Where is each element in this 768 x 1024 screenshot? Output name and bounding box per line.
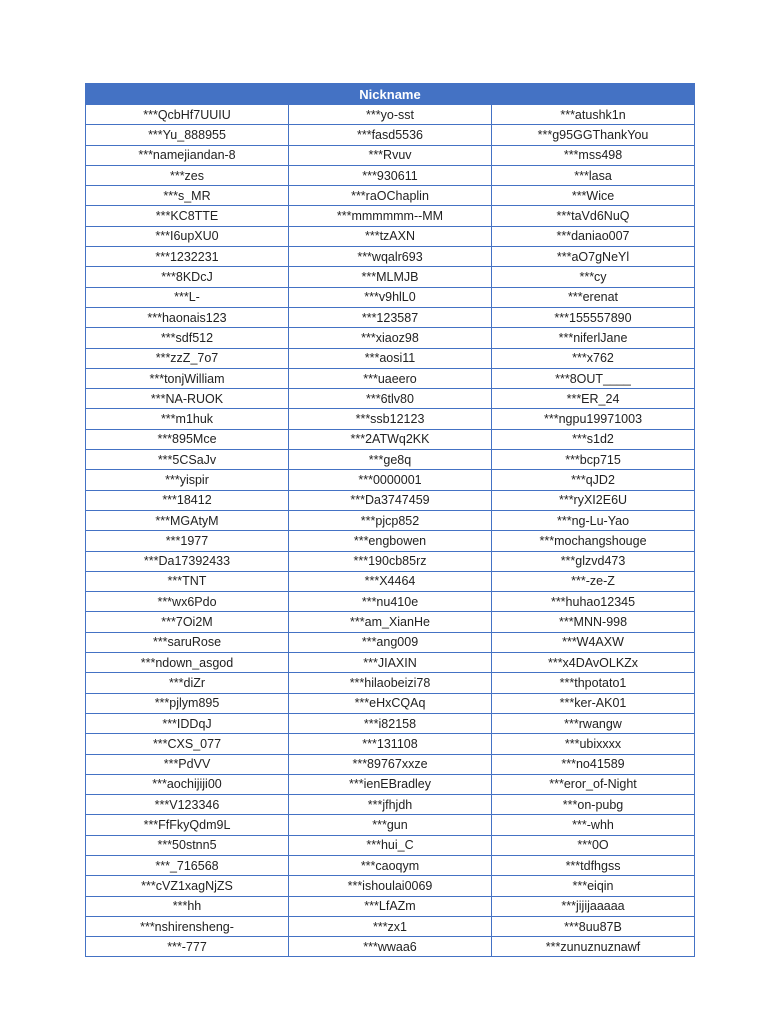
nickname-cell: ***zes — [86, 165, 289, 185]
nickname-cell: ***x762 — [492, 348, 695, 368]
nickname-cell: ***jijijaaaaa — [492, 896, 695, 916]
table-row — [86, 754, 695, 774]
nickname-cell: ***mmmmmm--MM — [289, 206, 492, 226]
table-row — [86, 186, 695, 206]
nickname-cell: ***s1d2 — [492, 429, 695, 449]
nickname-cell: ***TNT — [86, 571, 289, 591]
nickname-cell: ***jfhjdh — [289, 795, 492, 815]
nickname-cell: ***thpotato1 — [492, 673, 695, 693]
nickname-table — [85, 83, 695, 957]
nickname-cell: ***895Mce — [86, 429, 289, 449]
nickname-cell: ***LfAZm — [289, 896, 492, 916]
nickname-cell: ***qJD2 — [492, 470, 695, 490]
nickname-cell: ***pjlym895 — [86, 693, 289, 713]
table-row — [86, 125, 695, 145]
table-row — [86, 307, 695, 327]
table-row — [86, 713, 695, 733]
nickname-cell: ***eHxCQAq — [289, 693, 492, 713]
nickname-cell: ***sdf512 — [86, 328, 289, 348]
table-row — [86, 429, 695, 449]
nickname-cell: ***nu410e — [289, 592, 492, 612]
nickname-cell: ***yispir — [86, 470, 289, 490]
table-row — [86, 450, 695, 470]
nickname-cell: ***wqalr693 — [289, 247, 492, 267]
table-row — [86, 896, 695, 916]
nickname-cell: ***haonais123 — [86, 307, 289, 327]
table-row — [86, 774, 695, 794]
table-row — [86, 470, 695, 490]
nickname-cell: ***on-pubg — [492, 795, 695, 815]
nickname-cell: ***eror_of-Night — [492, 774, 695, 794]
nickname-cell: ***0000001 — [289, 470, 492, 490]
table-row — [86, 592, 695, 612]
nickname-cell: ***7Oi2M — [86, 612, 289, 632]
nickname-cell: ***erenat — [492, 287, 695, 307]
nickname-cell: ***ishoulai0069 — [289, 876, 492, 896]
nickname-cell: ***eiqin — [492, 876, 695, 896]
table-row — [86, 795, 695, 815]
nickname-cell: ***aosi11 — [289, 348, 492, 368]
nickname-cell: ***KC8TTE — [86, 206, 289, 226]
nickname-cell: ***aochijiji00 — [86, 774, 289, 794]
table-row — [86, 612, 695, 632]
nickname-cell: ***ge8q — [289, 450, 492, 470]
table-row — [86, 389, 695, 409]
nickname-cell: ***PdVV — [86, 754, 289, 774]
table-row — [86, 510, 695, 530]
table-row — [86, 632, 695, 652]
nickname-cell: ***tdfhgss — [492, 855, 695, 875]
table-row — [86, 490, 695, 510]
nickname-cell: ***-whh — [492, 815, 695, 835]
nickname-cell: ***m1huk — [86, 409, 289, 429]
table-row — [86, 206, 695, 226]
table-row — [86, 916, 695, 936]
nickname-cell: ***I6upXU0 — [86, 226, 289, 246]
nickname-cell: ***-ze-Z — [492, 571, 695, 591]
nickname-cell: ***ssb12123 — [289, 409, 492, 429]
nickname-table-body — [86, 105, 695, 957]
nickname-header: Nickname — [86, 84, 695, 105]
table-row — [86, 328, 695, 348]
nickname-cell: ***mochangshouge — [492, 531, 695, 551]
table-row — [86, 348, 695, 368]
nickname-cell: ***mss498 — [492, 145, 695, 165]
nickname-cell: ***niferlJane — [492, 328, 695, 348]
nickname-cell: ***ng-Lu-Yao — [492, 510, 695, 530]
nickname-cell: ***Da17392433 — [86, 551, 289, 571]
header-row — [86, 84, 695, 105]
table-row — [86, 673, 695, 693]
nickname-cell: ***hh — [86, 896, 289, 916]
nickname-cell: ***8OUT____ — [492, 368, 695, 388]
nickname-cell: ***zx1 — [289, 916, 492, 936]
nickname-cell: ***Rvuv — [289, 145, 492, 165]
nickname-cell: ***huhao12345 — [492, 592, 695, 612]
nickname-cell: ***cVZ1xagNjZS — [86, 876, 289, 896]
nickname-cell: ***8uu87B — [492, 916, 695, 936]
table-row — [86, 226, 695, 246]
nickname-cell: ***155557890 — [492, 307, 695, 327]
nickname-cell: ***i82158 — [289, 713, 492, 733]
nickname-cell: ***X4464 — [289, 571, 492, 591]
table-row — [86, 855, 695, 875]
nickname-cell: ***131108 — [289, 734, 492, 754]
nickname-cell: ***tzAXN — [289, 226, 492, 246]
nickname-cell: ***190cb85rz — [289, 551, 492, 571]
nickname-cell: ***QcbHf7UUIU — [86, 105, 289, 125]
table-row — [86, 368, 695, 388]
nickname-cell: ***aO7gNeYl — [492, 247, 695, 267]
nickname-cell: ***1977 — [86, 531, 289, 551]
nickname-cell: ***MLMJB — [289, 267, 492, 287]
nickname-cell: ***namejiandan-8 — [86, 145, 289, 165]
table-row — [86, 247, 695, 267]
nickname-cell: ***hilaobeizi78 — [289, 673, 492, 693]
nickname-cell: ***taVd6NuQ — [492, 206, 695, 226]
nickname-sheet — [85, 83, 694, 957]
table-row — [86, 835, 695, 855]
nickname-cell: ***ER_24 — [492, 389, 695, 409]
nickname-cell: ***am_XianHe — [289, 612, 492, 632]
nickname-cell: ***_716568 — [86, 855, 289, 875]
table-row — [86, 653, 695, 673]
nickname-cell: ***saruRose — [86, 632, 289, 652]
nickname-cell: ***x4DAvOLKZx — [492, 653, 695, 673]
table-row — [86, 145, 695, 165]
nickname-cell: ***6tlv80 — [289, 389, 492, 409]
nickname-cell: ***-777 — [86, 937, 289, 957]
nickname-cell: ***raOChaplin — [289, 186, 492, 206]
nickname-cell: ***gun — [289, 815, 492, 835]
nickname-cell: ***ienEBradley — [289, 774, 492, 794]
table-row — [86, 287, 695, 307]
nickname-cell: ***fasd5536 — [289, 125, 492, 145]
nickname-cell: ***8KDcJ — [86, 267, 289, 287]
nickname-cell: ***MNN-998 — [492, 612, 695, 632]
nickname-cell: ***atushk1n — [492, 105, 695, 125]
nickname-cell: ***L- — [86, 287, 289, 307]
nickname-cell: ***yo-sst — [289, 105, 492, 125]
table-row — [86, 105, 695, 125]
nickname-cell: ***tonjWilliam — [86, 368, 289, 388]
nickname-cell: ***g95GGThankYou — [492, 125, 695, 145]
nickname-cell: ***1232231 — [86, 247, 289, 267]
nickname-cell: ***pjcp852 — [289, 510, 492, 530]
nickname-cell: ***engbowen — [289, 531, 492, 551]
nickname-cell: ***NA-RUOK — [86, 389, 289, 409]
nickname-cell: ***zunuznuznawf — [492, 937, 695, 957]
nickname-cell: ***MGAtyM — [86, 510, 289, 530]
nickname-cell: ***xiaoz98 — [289, 328, 492, 348]
table-row — [86, 551, 695, 571]
nickname-cell: ***no41589 — [492, 754, 695, 774]
nickname-cell: ***ubixxxx — [492, 734, 695, 754]
table-row — [86, 815, 695, 835]
nickname-cell: ***wx6Pdo — [86, 592, 289, 612]
nickname-cell: ***Wice — [492, 186, 695, 206]
nickname-cell: ***CXS_077 — [86, 734, 289, 754]
nickname-cell: ***caoqym — [289, 855, 492, 875]
nickname-cell: ***ngpu19971003 — [492, 409, 695, 429]
table-row — [86, 531, 695, 551]
nickname-cell: ***IDDqJ — [86, 713, 289, 733]
nickname-cell: ***wwaa6 — [289, 937, 492, 957]
nickname-cell: ***18412 — [86, 490, 289, 510]
nickname-cell: ***zzZ_7o7 — [86, 348, 289, 368]
nickname-cell: ***89767xxze — [289, 754, 492, 774]
nickname-cell: ***FfFkyQdm9L — [86, 815, 289, 835]
nickname-cell: ***ang009 — [289, 632, 492, 652]
nickname-cell: ***v9hlL0 — [289, 287, 492, 307]
nickname-cell: ***rwangw — [492, 713, 695, 733]
nickname-cell: ***5CSaJv — [86, 450, 289, 470]
nickname-cell: ***2ATWq2KK — [289, 429, 492, 449]
nickname-cell: ***ndown_asgod — [86, 653, 289, 673]
nickname-cell: ***ryXI2E6U — [492, 490, 695, 510]
nickname-cell: ***glzvd473 — [492, 551, 695, 571]
nickname-cell: ***ker-AK01 — [492, 693, 695, 713]
nickname-cell: ***bcp715 — [492, 450, 695, 470]
table-row — [86, 937, 695, 957]
nickname-cell: ***JIAXIN — [289, 653, 492, 673]
table-row — [86, 409, 695, 429]
nickname-cell: ***daniao007 — [492, 226, 695, 246]
nickname-cell: ***930611 — [289, 165, 492, 185]
table-row — [86, 571, 695, 591]
nickname-cell: ***diZr — [86, 673, 289, 693]
nickname-cell: ***V123346 — [86, 795, 289, 815]
nickname-cell: ***Da3747459 — [289, 490, 492, 510]
nickname-cell: ***0O — [492, 835, 695, 855]
table-row — [86, 165, 695, 185]
nickname-cell: ***W4AXW — [492, 632, 695, 652]
nickname-cell: ***nshirensheng- — [86, 916, 289, 936]
nickname-cell: ***50stnn5 — [86, 835, 289, 855]
table-row — [86, 267, 695, 287]
nickname-cell: ***hui_C — [289, 835, 492, 855]
nickname-cell: ***uaeero — [289, 368, 492, 388]
nickname-cell: ***s_MR — [86, 186, 289, 206]
table-row — [86, 734, 695, 754]
nickname-cell: ***lasa — [492, 165, 695, 185]
table-row — [86, 693, 695, 713]
nickname-cell: ***cy — [492, 267, 695, 287]
nickname-cell: ***123587 — [289, 307, 492, 327]
nickname-cell: ***Yu_888955 — [86, 125, 289, 145]
table-row — [86, 876, 695, 896]
